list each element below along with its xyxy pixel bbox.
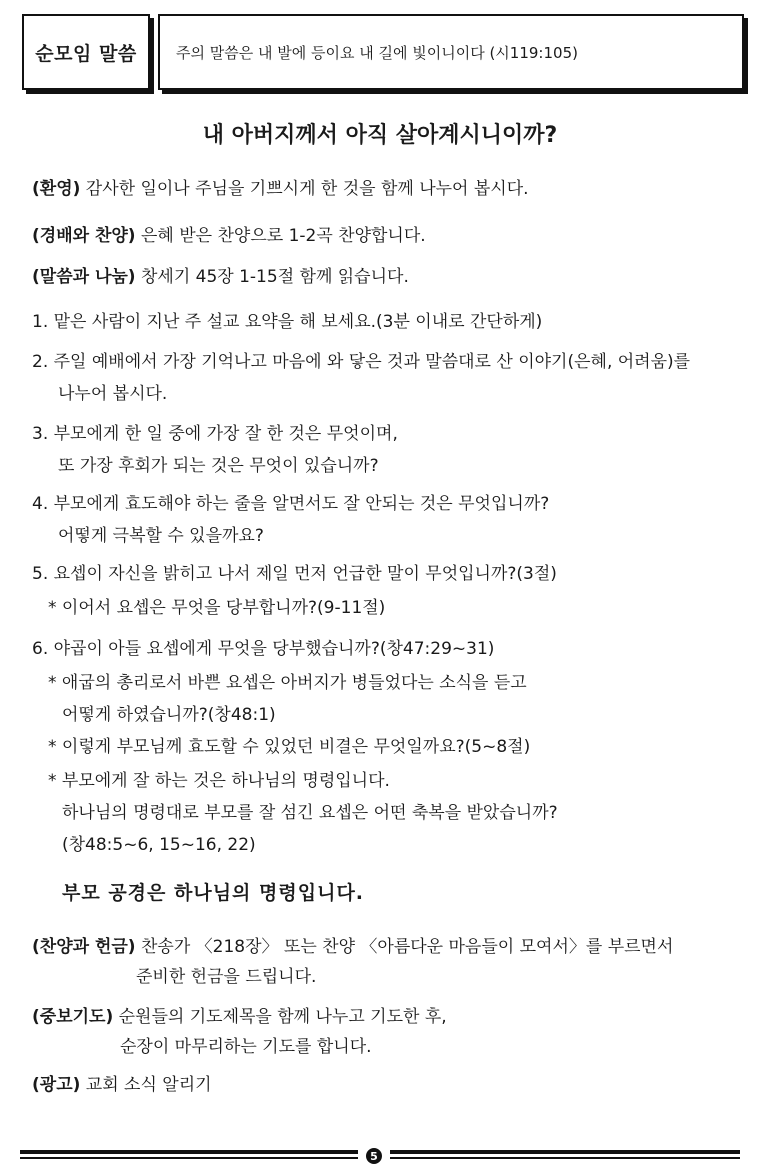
question-6-sub-1-line1: * 애굽의 총리로서 바쁜 요셉은 아버지가 병들었다는 소식을 듣고 — [48, 673, 527, 693]
offering-text: 찬송가 〈218장〉 또는 찬양 〈아름다운 마음들이 모여서〉를 부르면서 — [135, 937, 674, 957]
question-2-line1: 2. 주일 예배에서 가장 기억나고 마음에 와 닿은 것과 말씀대로 산 이야기(은혜, 어려움)를 — [32, 352, 691, 372]
question-6-sub-3-line2: 하나님의 명령대로 부모를 잘 섬긴 요셉은 어떤 축복을 받았습니까? — [62, 803, 558, 823]
notice-section — [32, 1073, 212, 1097]
word-section — [32, 265, 409, 289]
emphasis-statement: 부모 공경은 하나님의 명령입니다. — [62, 882, 365, 904]
question-2 — [32, 346, 690, 410]
question-5 — [32, 558, 557, 590]
worship-tag: (경배와 찬양) — [32, 226, 136, 246]
page-title: 내 아버지께서 아직 살아계시니이까? — [202, 123, 558, 148]
question-3-line1: 3. 부모에게 한 일 중에 가장 잘 한 것은 무엇이며, — [32, 424, 398, 444]
question-4 — [32, 488, 549, 552]
question-6-sub-1 — [48, 667, 527, 731]
header — [22, 14, 750, 98]
question-5-sub-text: * 이어서 요셉은 무엇을 당부합니까?(9-11절) — [48, 598, 386, 618]
question-6-sub-3 — [48, 765, 558, 861]
question-3-line2: 또 가장 후회가 되는 것은 무엇이 있습니까? — [58, 456, 379, 476]
question-4-line2: 어떻게 극복할 수 있을까요? — [58, 526, 264, 546]
welcome-text: 감사한 일이나 주님을 기쁘시게 한 것을 함께 나누어 봅시다. — [80, 179, 529, 199]
question-6-sub-3-line1: * 부모에게 잘 하는 것은 하나님의 명령입니다. — [48, 771, 390, 791]
question-5-sub — [48, 592, 385, 624]
question-2-line2: 나누어 봅시다. — [58, 384, 168, 404]
prayer-cont: 순장이 마무리하는 기도를 합니다. — [120, 1037, 372, 1057]
word-tag: (말씀과 나눔) — [32, 267, 136, 287]
header-verse: 주의 말씀은 내 발에 등이요 내 길에 빛이니이다 (시119:105) — [158, 14, 744, 90]
footer — [20, 1148, 740, 1164]
question-6-sub-2-text: * 이렇게 부모님께 효도할 수 있었던 비결은 무엇일까요?(5~8절) — [48, 737, 531, 757]
page-number: 5 — [366, 1148, 382, 1164]
prayer-section — [32, 1002, 447, 1062]
offering-cont: 준비한 헌금을 드립니다. — [136, 967, 317, 987]
offering-tag: (찬양과 헌금) — [32, 937, 136, 957]
footer-rule-right — [390, 1150, 740, 1154]
question-4-line1: 4. 부모에게 효도해야 하는 줄을 알면서도 잘 안되는 것은 무엇입니까? — [32, 494, 550, 514]
question-6-text: 6. 야곱이 아들 요셉에게 무엇을 당부했습니까?(창47:29~31) — [32, 639, 495, 659]
notice-text: 교회 소식 알리기 — [80, 1075, 212, 1095]
prayer-tag: (중보기도) — [32, 1007, 114, 1027]
prayer-text: 순원들의 기도제목을 함께 나누고 기도한 후, — [113, 1007, 447, 1027]
question-6-sub-3-line3: (창48:5~6, 15~16, 22) — [62, 835, 256, 855]
worship-text: 은혜 받은 찬양으로 1-2곡 찬양합니다. — [135, 226, 426, 246]
word-text: 창세기 45장 1-15절 함께 읽습니다. — [135, 267, 409, 287]
section-label: 순모임 말씀 — [22, 14, 150, 90]
footer-rule-left — [20, 1150, 358, 1154]
offering-section — [32, 932, 673, 992]
question-6 — [32, 633, 494, 665]
question-1-text: 1. 맡은 사람이 지난 주 설교 요약을 해 보세요.(3분 이내로 간단하게) — [32, 312, 543, 332]
welcome-tag: (환영) — [32, 179, 81, 199]
question-3 — [32, 418, 398, 482]
question-6-sub-2 — [48, 731, 530, 763]
question-5-text: 5. 요셉이 자신을 밝히고 나서 제일 먼저 언급한 말이 무엇입니까?(3절) — [32, 564, 557, 584]
welcome-section — [32, 177, 529, 201]
question-1 — [32, 306, 542, 338]
notice-tag: (광고) — [32, 1075, 81, 1095]
question-6-sub-1-line2: 어떻게 하였습니까?(창48:1) — [62, 705, 276, 725]
worship-section — [32, 224, 426, 248]
